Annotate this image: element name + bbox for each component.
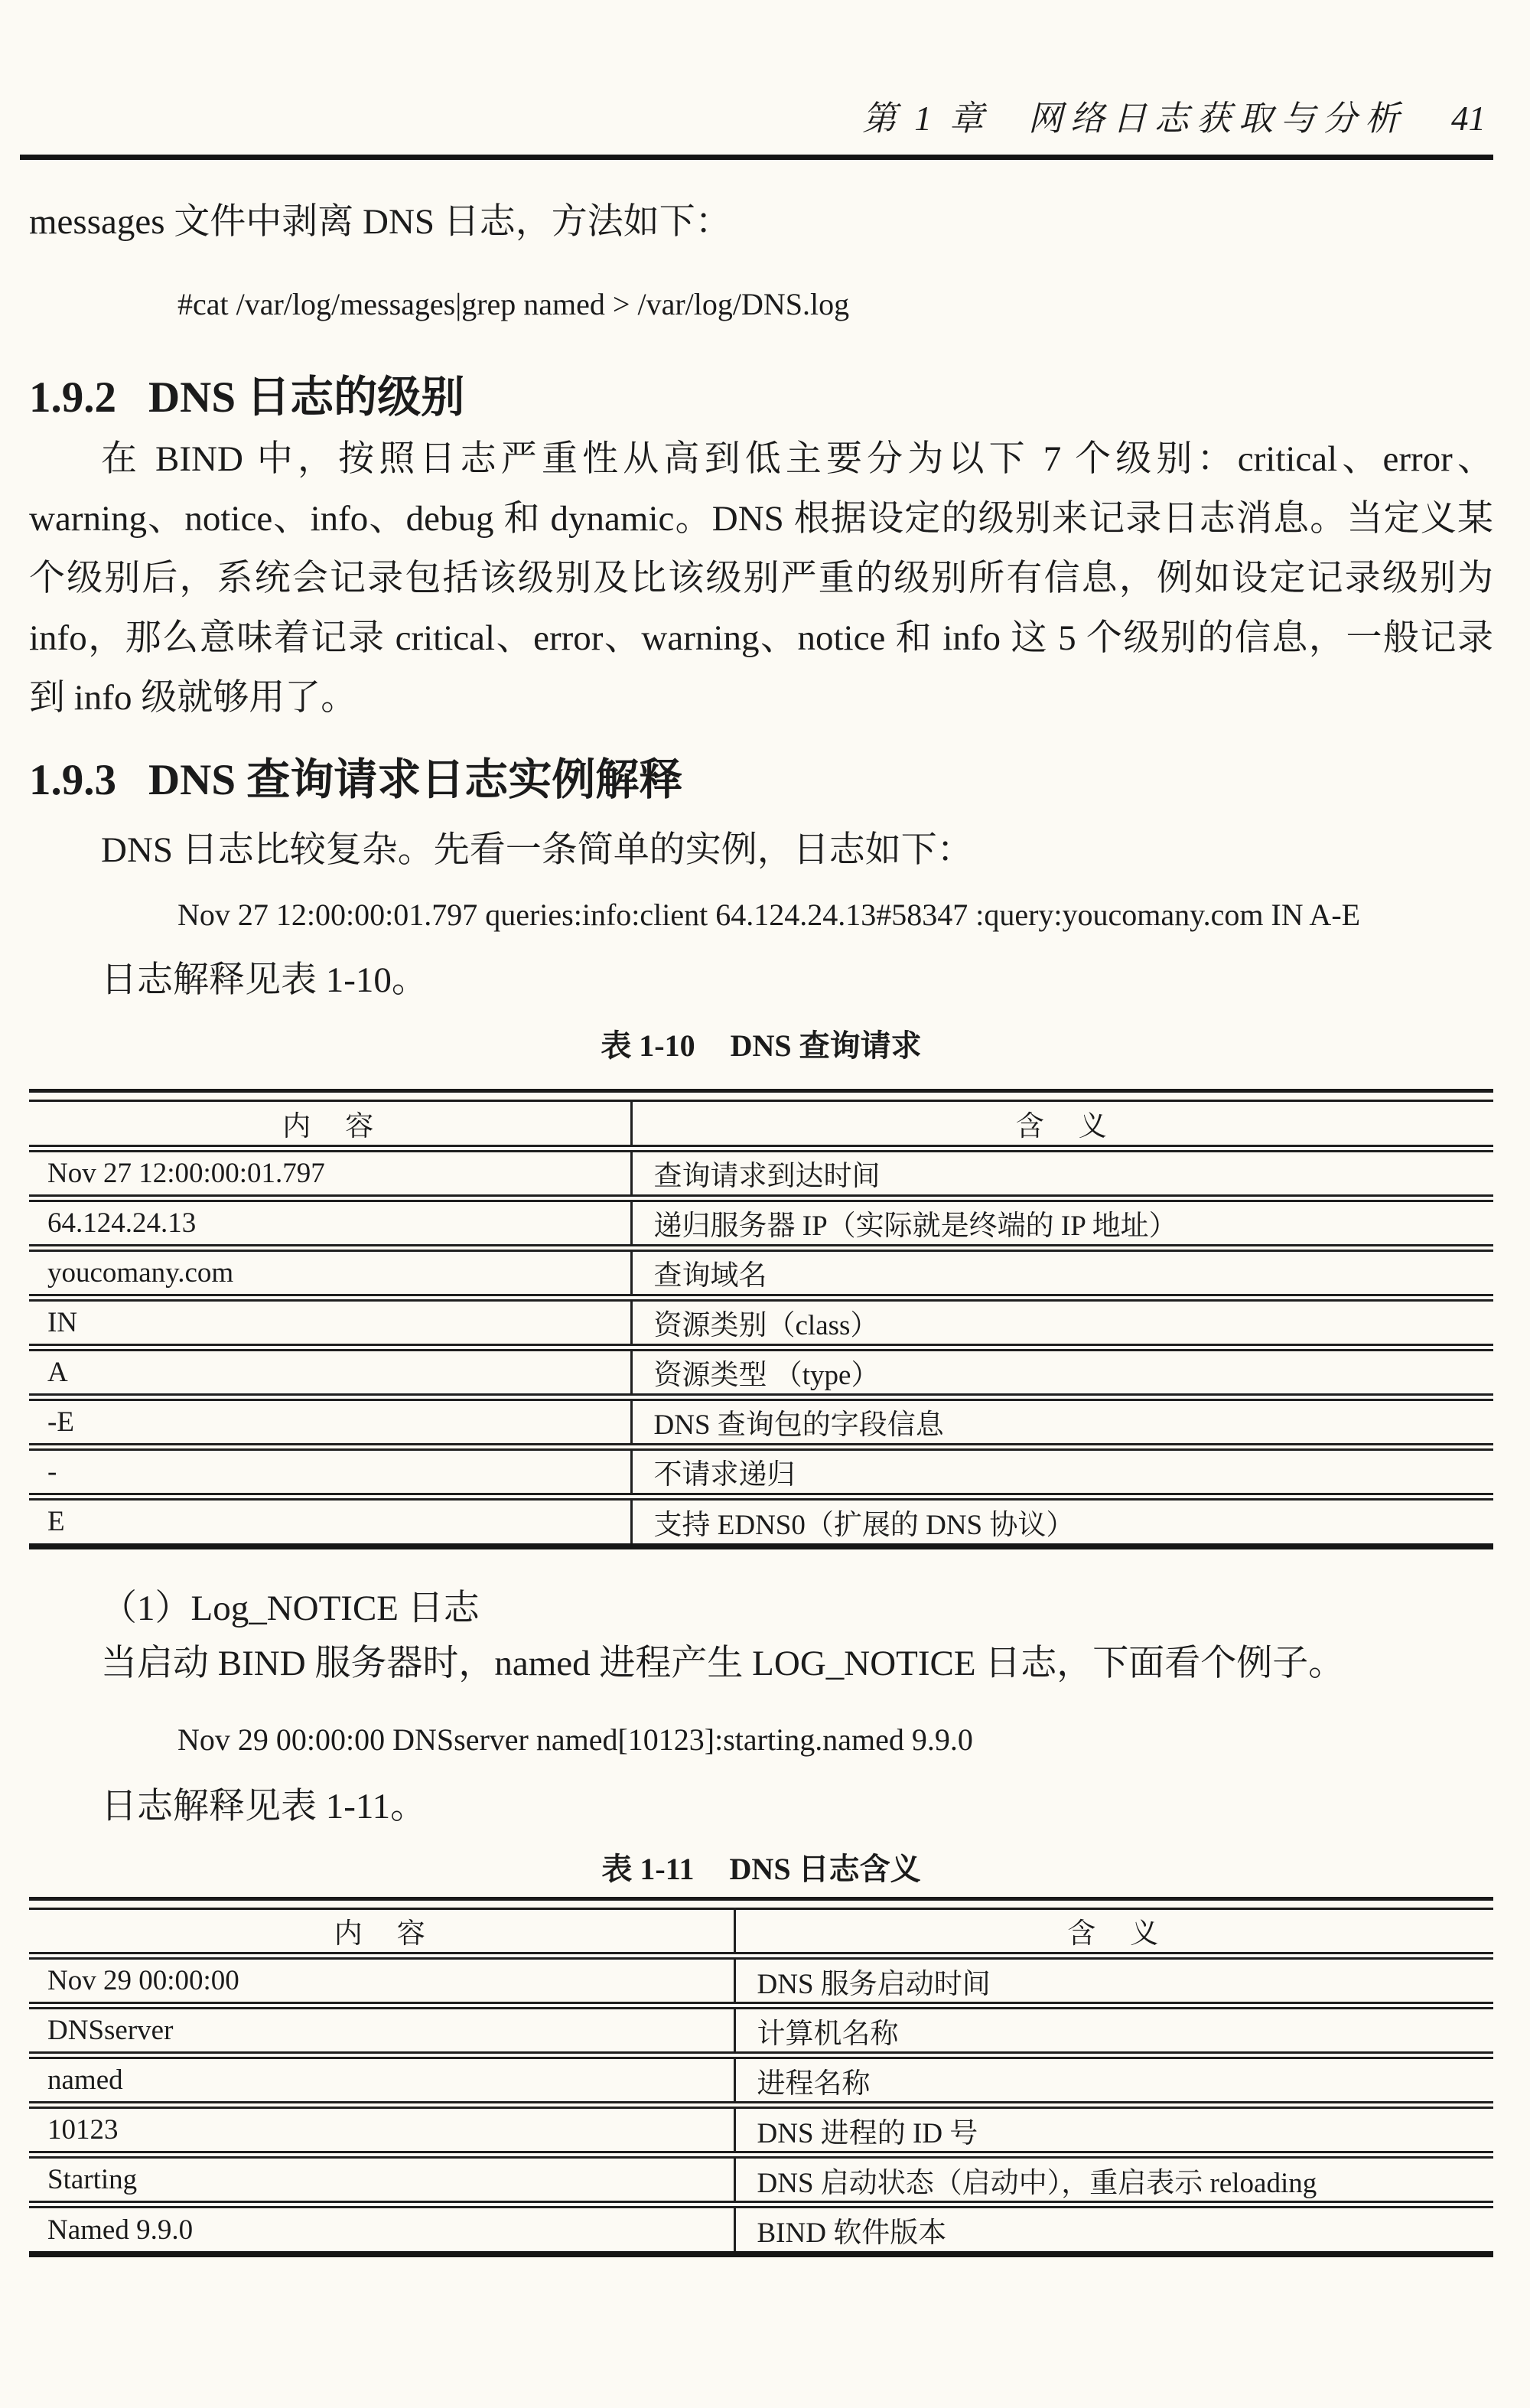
cell-content: Nov 27 12:00:00:01.797: [29, 1149, 631, 1198]
table-row: [29, 1497, 1493, 1546]
paragraph-line: 在 BIND 中，按照日志严重性从高到低主要分为以下 7 个级别：critical、error、: [101, 439, 1493, 479]
chapter-title: 网络日志获取与分析: [1027, 99, 1407, 138]
table-row: [29, 2006, 1493, 2055]
table-1-10-wrapper: [29, 1089, 1493, 1549]
dns-query-log-line: Nov 27 12:00:00:01.797 queries:info:client 64.124.24.13#58347 :query:youcomany.com IN A-E: [177, 898, 1361, 932]
section-heading-192: [29, 371, 1493, 425]
page-number: 41: [1451, 99, 1486, 138]
cell-content: A: [29, 1347, 631, 1397]
cell-meaning: 进程名称: [734, 2055, 1493, 2105]
table-1-11-reference: 日志解释见表 1-11。: [101, 1786, 427, 1826]
section-title: DNS 查询请求日志实例解释: [148, 756, 683, 804]
subsection-text: 当启动 BIND 服务器时，named 进程产生 LOG_NOTICE 日志，下面看个例子。: [101, 1643, 1345, 1683]
intro-text: messages 文件中剥离 DNS 日志，方法如下：: [29, 202, 731, 242]
paragraph-line: info，那么意味着记录 critical、error、warning、notice 和 info 这 5 个级别的信息，一般记录: [29, 618, 1493, 658]
cell-meaning: 资源类型 （type）: [631, 1347, 1493, 1397]
cell-meaning: DNS 进程的 ID 号: [734, 2105, 1493, 2155]
table-header-row: [29, 1101, 1493, 1149]
chapter-label: 第 1 章: [861, 99, 988, 138]
table-row: [29, 1347, 1493, 1397]
table-row: [29, 1198, 1493, 1248]
table-row: [29, 1248, 1493, 1298]
table-1-10: [29, 1100, 1493, 1549]
table-row: [29, 1447, 1493, 1497]
paragraph-192: [29, 429, 1493, 728]
cell-content: -: [29, 1447, 631, 1497]
cell-content: Named 9.9.0: [29, 2204, 734, 2254]
table-1-10-caption: [29, 1026, 1493, 1066]
table-header-row: [29, 1908, 1493, 1956]
cell-meaning: 资源类别（class）: [631, 1298, 1493, 1347]
notice-log-line: Nov 29 00:00:00 DNSserver named[10123]:starting.named 9.9.0: [177, 1722, 973, 1757]
paragraph-line: warning、notice、info、debug 和 dynamic。DNS 根据设定的级别来记录日志消息。当定义某: [29, 499, 1493, 539]
header-rule: [20, 155, 1493, 160]
header-cell-meaning: 含 义: [631, 1101, 1493, 1149]
table-1-11-wrapper: [29, 1897, 1493, 2258]
section-heading-193: [29, 754, 1493, 807]
paragraph-line: 到 info 级就够用了。: [29, 678, 357, 718]
table-1-11: [29, 1908, 1493, 2258]
cell-meaning: 查询域名: [631, 1248, 1493, 1298]
table-caption-label: 表 1-10: [601, 1028, 695, 1063]
table-row: [29, 2105, 1493, 2155]
header-cell-meaning: 含 义: [734, 1908, 1493, 1956]
table-row: [29, 2155, 1493, 2204]
cell-content: IN: [29, 1298, 631, 1347]
table-row: [29, 2204, 1493, 2254]
cell-meaning: DNS 查询包的字段信息: [631, 1397, 1493, 1447]
header-cell-content: 内 容: [29, 1101, 631, 1149]
cell-meaning: 支持 EDNS0（扩展的 DNS 协议）: [653, 1509, 1075, 1541]
cell-content: E: [29, 1497, 631, 1546]
shell-command: #cat /var/log/messages|grep named > /var/log/DNS.log: [177, 287, 850, 321]
paragraph-line: 个级别后，系统会记录包括该级别及比该级别严重的级别所有信息，例如设定记录级别为: [29, 559, 1493, 598]
table-caption-label: 表 1-11: [601, 1851, 695, 1886]
table-1-11-caption: [29, 1849, 1493, 1889]
table-caption-title: DNS 日志含义: [729, 1851, 921, 1886]
cell-content: 64.124.24.13: [29, 1198, 631, 1248]
section-number: 1.9.2: [29, 373, 116, 422]
cell-content: 10123: [29, 2105, 734, 2155]
cell-content: youcomany.com: [29, 1248, 631, 1298]
cell-meaning: 递归服务器 IP（实际就是终端的 IP 地址）: [631, 1198, 1493, 1248]
table-row: [29, 1397, 1493, 1447]
cell-meaning: DNS 服务启动时间: [734, 1956, 1493, 2006]
cell-meaning: 查询请求到达时间: [631, 1149, 1493, 1198]
section-number: 1.9.3: [29, 756, 116, 804]
table-1-10-reference: 日志解释见表 1-10。: [101, 960, 428, 1000]
cell-meaning: 不请求递归: [631, 1447, 1493, 1497]
running-header: [29, 0, 1493, 139]
table-caption-title: DNS 查询请求: [730, 1028, 922, 1063]
cell-content: Nov 29 00:00:00: [29, 1956, 734, 2006]
section-title: DNS 日志的级别: [148, 373, 465, 422]
table-row: [29, 1298, 1493, 1347]
cell-meaning: DNS 启动状态（启动中），重启表示 reloading: [734, 2155, 1493, 2204]
table-row: [29, 1149, 1493, 1198]
cell-content: -E: [29, 1397, 631, 1447]
lead-text-193: DNS 日志比较复杂。先看一条简单的实例，日志如下：: [101, 830, 973, 870]
cell-meaning: BIND 软件版本: [757, 2217, 947, 2249]
cell-content: named: [29, 2055, 734, 2105]
table-row: [29, 1956, 1493, 2006]
cell-meaning: 计算机名称: [734, 2006, 1493, 2055]
subsection-label: （1）Log_NOTICE 日志: [101, 1588, 480, 1628]
header-cell-content: 内 容: [29, 1908, 734, 1956]
cell-content: DNSserver: [29, 2006, 734, 2055]
table-row: [29, 2055, 1493, 2105]
cell-content: Starting: [29, 2155, 734, 2204]
